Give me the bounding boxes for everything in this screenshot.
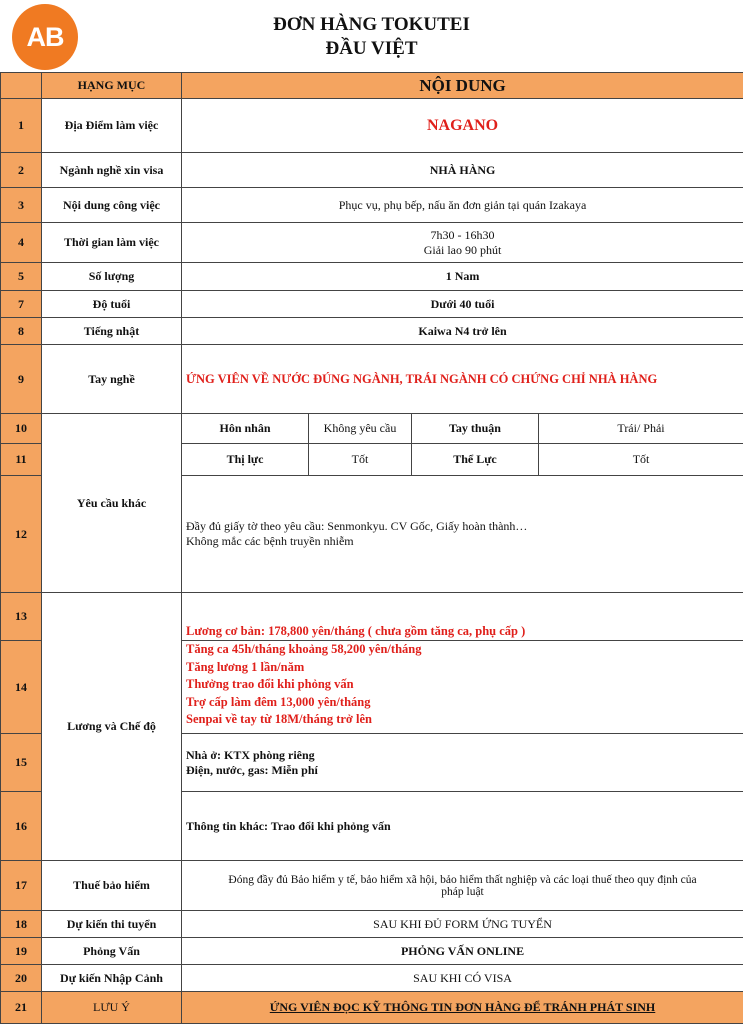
break-time: Giải lao 90 phút xyxy=(423,242,502,257)
list-item: Tăng ca 45h/tháng khoảng 58,200 yên/tháng xyxy=(186,642,422,656)
warning-note: ỨNG VIÊN ĐỌC KỸ THÔNG TIN ĐƠN HÀNG ĐỂ TRÁNH PHÁT SINH xyxy=(182,992,743,1024)
row-number: 17 xyxy=(1,861,42,911)
row-value: NAGANO xyxy=(182,99,743,153)
work-hours: 7h30 - 16h30 xyxy=(430,227,495,242)
list-item: Thưởng trao đổi khi phỏng vấn xyxy=(186,677,354,691)
row-value xyxy=(182,476,743,593)
table-row xyxy=(1,223,743,263)
table-row xyxy=(1,965,743,992)
row-number: 13 xyxy=(1,593,42,641)
row-category: Tiếng nhật xyxy=(42,318,182,345)
row-number: 12 xyxy=(1,476,42,593)
row-number: 3 xyxy=(1,188,42,223)
eyesight-label: Thị lực xyxy=(182,444,309,476)
row-category: Lương và Chế độ xyxy=(42,593,182,861)
order-table xyxy=(0,72,743,1024)
row-value: Phục vụ, phụ bếp, nấu ăn đơn giản tại quán Izakaya xyxy=(182,188,743,223)
row-value: Thông tin khác: Trao đổi khi phỏng vấn xyxy=(182,792,743,861)
row-number: 10 xyxy=(1,414,42,444)
row-category: Địa Điểm làm việc xyxy=(42,99,182,153)
row-number: 15 xyxy=(1,734,42,792)
row-value: SAU KHI CÓ VISA xyxy=(182,965,743,992)
table-row xyxy=(1,911,743,938)
row-value: PHỎNG VẤN ONLINE xyxy=(182,938,743,965)
row-category: Số lượng xyxy=(42,263,182,291)
base-salary: Lương cơ bản: 178,800 yên/tháng ( chưa gồm tăng ca, phụ cấp ) xyxy=(182,593,743,641)
row-number: 5 xyxy=(1,263,42,291)
header-content: NỘI DUNG xyxy=(182,73,743,99)
row-number: 14 xyxy=(1,641,42,734)
marital-label: Hôn nhân xyxy=(182,414,309,444)
row-number: 20 xyxy=(1,965,42,992)
table-row xyxy=(1,318,743,345)
row-value: ỨNG VIÊN VỀ NƯỚC ĐÚNG NGÀNH, TRÁI NGÀNH CÓ CHỨNG CHỈ NHÀ HÀNG xyxy=(182,345,743,414)
row-number: 2 xyxy=(1,153,42,188)
table-row xyxy=(1,992,743,1024)
table-row xyxy=(1,938,743,965)
row-value: NHÀ HÀNG xyxy=(182,153,743,188)
table-row xyxy=(1,414,743,444)
row-category: Nội dung công việc xyxy=(42,188,182,223)
benefits-list xyxy=(182,641,743,734)
row-category: Độ tuổi xyxy=(42,291,182,318)
list-item: Senpai về tay từ 18M/tháng trở lên xyxy=(186,712,372,726)
list-item: Trợ cấp làm đêm 13,000 yên/tháng xyxy=(186,694,371,709)
header-category: HẠNG MỤC xyxy=(42,73,182,99)
utilities: Điện, nước, gas: Miễn phí xyxy=(186,762,318,777)
row-category: Yêu cầu khác xyxy=(42,414,182,593)
row-value xyxy=(182,734,743,792)
table-row xyxy=(1,263,743,291)
tax-text: Đóng đầy đủ Bảo hiểm y tế, bảo hiểm xã hội, bảo hiểm thất nghiệp và các loại thuế theo quy định của xyxy=(228,873,697,886)
documents-requirement: Đầy đủ giấy tờ theo yêu cầu: Senmonkyu. CV Gốc, Giấy hoàn thành… xyxy=(186,519,528,533)
row-value xyxy=(182,861,743,911)
table-row xyxy=(1,291,743,318)
row-number: 4 xyxy=(1,223,42,263)
health-requirement: Không mắc các bệnh truyền nhiễm xyxy=(186,534,354,548)
row-value: Dưới 40 tuổi xyxy=(182,291,743,318)
row-number: 11 xyxy=(1,444,42,476)
row-category: Phỏng Vấn xyxy=(42,938,182,965)
row-category: Tay nghề xyxy=(42,345,182,414)
row-number: 8 xyxy=(1,318,42,345)
row-category: Thời gian làm việc xyxy=(42,223,182,263)
document-subtitle: ĐẦU VIỆT xyxy=(325,38,418,59)
company-logo: AB xyxy=(12,4,78,70)
handedness-value: Trái/ Phải xyxy=(539,414,743,444)
eyesight-value: Tốt xyxy=(309,444,412,476)
list-item: Tăng lương 1 lần/năm xyxy=(186,659,305,674)
row-number: 21 xyxy=(1,992,42,1024)
row-category: Dự kiến Nhập Cảnh xyxy=(42,965,182,992)
row-number: 9 xyxy=(1,345,42,414)
housing: Nhà ở: KTX phòng riêng xyxy=(186,747,315,762)
row-value: 1 Nam xyxy=(182,263,743,291)
row-category: LƯU Ý xyxy=(42,992,182,1024)
table-row xyxy=(1,99,743,153)
marital-value: Không yêu cầu xyxy=(309,414,412,444)
row-value xyxy=(182,223,743,263)
handedness-label: Tay thuận xyxy=(412,414,539,444)
row-value: Kaiwa N4 trở lên xyxy=(182,318,743,345)
fitness-label: Thể Lực xyxy=(412,444,539,476)
fitness-value: Tốt xyxy=(539,444,743,476)
row-number: 19 xyxy=(1,938,42,965)
table-row xyxy=(1,861,743,911)
row-category: Thuế bảo hiểm xyxy=(42,861,182,911)
tax-text-cont: pháp luật xyxy=(441,885,484,898)
document-header xyxy=(0,0,743,72)
table-row xyxy=(1,153,743,188)
row-value: SAU KHI ĐỦ FORM ỨNG TUYỂN xyxy=(182,911,743,938)
row-category: Dự kiến thi tuyển xyxy=(42,911,182,938)
table-row xyxy=(1,188,743,223)
table-row xyxy=(1,345,743,414)
row-category: Ngành nghề xin visa xyxy=(42,153,182,188)
table-row xyxy=(1,593,743,641)
document-title: ĐƠN HÀNG TOKUTEI xyxy=(273,14,470,35)
row-number: 16 xyxy=(1,792,42,861)
row-number: 18 xyxy=(1,911,42,938)
table-header-row xyxy=(1,73,743,99)
row-number: 1 xyxy=(1,99,42,153)
header-num xyxy=(1,73,42,99)
row-number: 7 xyxy=(1,291,42,318)
